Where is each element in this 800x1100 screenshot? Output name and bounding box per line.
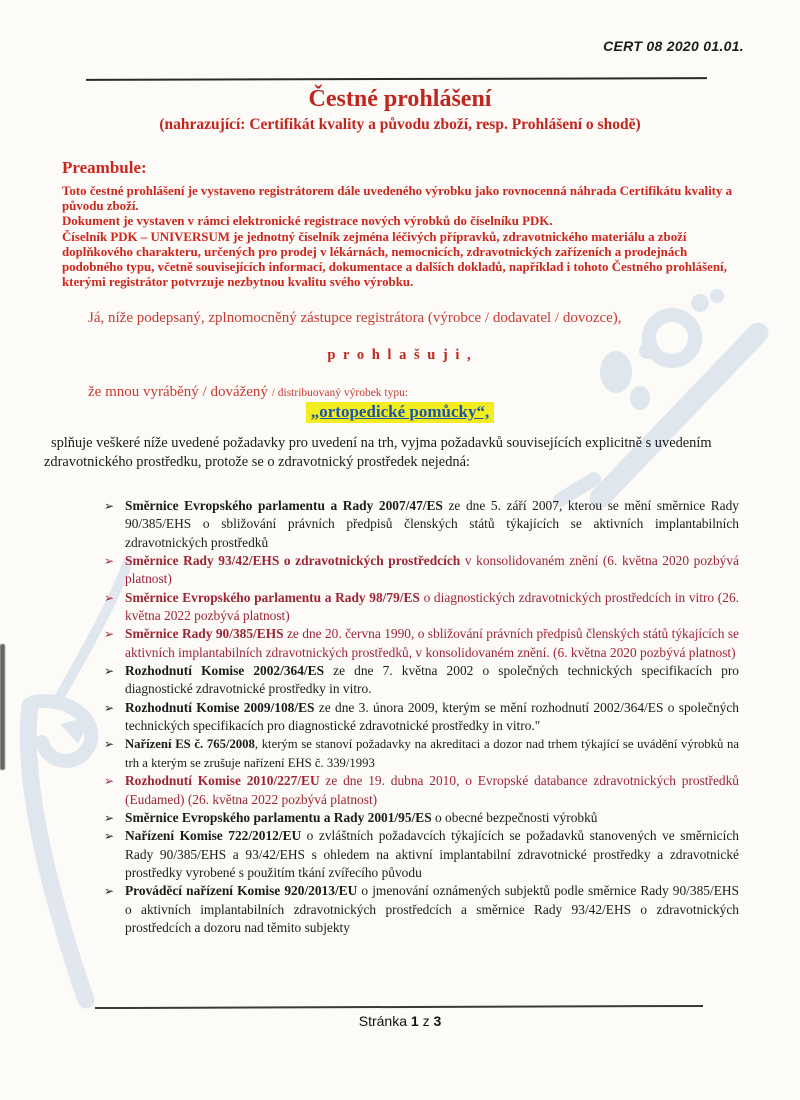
arrow-bullet-icon: ➢ xyxy=(104,774,115,789)
page-number xyxy=(0,1013,800,1029)
regulation-item xyxy=(104,699,739,736)
regulation-title: Rozhodnutí Komise 2002/364/ES xyxy=(125,663,325,679)
preamble-paragraph-2: Dokument je vystaven v rámci elektronické registrace nových výrobků do číselníku PDK. xyxy=(62,214,553,229)
regulation-title: Prováděcí nařízení Komise 920/2013/EU xyxy=(125,883,358,899)
regulation-description: ze dne 7. května 2002 o společných technických specifikacích pro diagnostické zdravotnické prostředky in vitro. xyxy=(125,663,739,697)
footer-rule xyxy=(95,1005,703,1009)
regulation-description: o diagnostických zdravotnických prostředcích in vitro (26. května 2022 pozbývá platnost) xyxy=(125,589,739,624)
regulation-description: o obecné bezpečnosti výrobků xyxy=(431,809,598,825)
declaration-intro: Já, níže podepsaný, zplnomocněný zástupce registrátora (výrobce / dodavatel / dovozce), xyxy=(88,310,622,326)
preamble-paragraph-1: Toto čestné prohlášení je vystaveno registrátorem dále uvedeného výrobku jako rovnocenná náhrada Certifikátu kvality a původu zboží. xyxy=(62,184,733,214)
regulation-item xyxy=(104,772,739,809)
product-type-line xyxy=(88,383,408,401)
regulation-title: Směrnice Evropského parlamentu a Rady 2001/95/ES xyxy=(125,809,432,825)
regulation-description: ze dne 5. září 2007, kterou se mění směrnice Rady 90/385/EHS o sbližování právních předpisů členských států týkajících se aktivních implantabilních zdravotnických prostředků xyxy=(125,498,739,550)
highlighted-product-name: „ortopedické pomůcky“, xyxy=(306,402,495,423)
regulation-description: v konsolidovaném znění (6. května 2020 pozbývá platnost) xyxy=(125,553,739,587)
product-lead-large: že mnou vyráběný / dovážený xyxy=(88,384,272,400)
document-subtitle: (nahrazující: Certifikát kvality a původu zboží, resp. Prohlášení o shodě) xyxy=(159,116,641,133)
regulation-title: Rozhodnutí Komise 2009/108/ES xyxy=(125,699,315,715)
regulation-item xyxy=(104,662,739,699)
document-title: Čestné prohlášení xyxy=(308,86,492,112)
arrow-bullet-icon: ➢ xyxy=(104,829,115,844)
regulation-description: , kterým se stanoví požadavky na akreditaci a dozor nad trhem týkající se uvádění výrobků na trh a kterým se zrušuje nařízení EHS č. 339/1993 xyxy=(125,737,739,770)
page-label-prefix: Stránka xyxy=(358,1013,407,1029)
regulation-title: Směrnice Evropského parlamentu a Rady 2007/47/ES xyxy=(125,498,443,513)
header-rule xyxy=(86,77,707,81)
regulations-list xyxy=(104,497,739,937)
regulation-description: o zvláštních požadavcích týkajících se požadavků stanovených ve směrnicích Rady 90/385/EHS a 93/42/EHS s ohledem na aktivní implantabilní zdravotnické prostředky a zdravotnické prostředky vyrobené s použitím tkání zvířecího původu xyxy=(125,828,739,880)
page-current: 1 xyxy=(410,1013,419,1029)
arrow-bullet-icon: ➢ xyxy=(104,590,115,605)
regulation-title: Rozhodnutí Komise 2010/227/EU xyxy=(125,773,320,789)
regulation-item xyxy=(104,497,739,552)
regulation-item xyxy=(104,827,739,882)
page-total: 3 xyxy=(433,1013,442,1029)
scan-edge-artifact xyxy=(0,644,5,770)
regulation-description: ze dne 20. června 1990, o sbližování právních předpisů členských států týkajících se aktivních implantabilních zdravotnických prostředků, v konsolidovaném znění. (6. května 2020 pozbývá platnost) xyxy=(125,626,739,660)
regulation-title: Směrnice Evropského parlamentu a Rady 98/79/ES xyxy=(125,589,420,605)
arrow-bullet-icon: ➢ xyxy=(104,664,115,679)
arrow-bullet-icon: ➢ xyxy=(104,554,115,569)
preamble-paragraph-3: Číselník PDK – UNIVERSUM je jednotný číselník zejména léčivých přípravků, zdravotnického materiálu a zboží doplňkového charakteru, určených pro prodej v lékárnách, nemocnicích, zdravotnických zařízeních a prodejnách podobného typu, včetně souvisejících informací, dokumentace a dalších dokladů, například i tohoto Čestného prohlášení, kterými registrátor potvrzuje nezbytnou kvalitu svého výrobku. xyxy=(62,229,727,290)
regulation-item xyxy=(104,809,739,827)
regulation-title: Nařízení ES č. 765/2008 xyxy=(125,737,255,752)
regulation-item xyxy=(104,552,739,589)
regulation-description: o jmenování oznámených subjektů podle směrnice Rady 90/385/EHS o aktivních implantabilních zdravotnických prostředcích a směrnice Rady 93/42/EHS o zdravotnických prostředcích a dozoru nad těmito subjekty xyxy=(125,883,739,935)
arrow-bullet-icon: ➢ xyxy=(104,884,115,899)
product-lead-small: / distribuovaný výrobek typu: xyxy=(271,387,409,399)
regulation-item xyxy=(104,625,739,662)
arrow-bullet-icon: ➢ xyxy=(104,737,115,752)
regulation-item xyxy=(104,882,739,937)
compliance-paragraph: splňuje veškeré níže uvedené požadavky pro uvedení na trh, vyjma požadavků souvisejících explicitně s uvedením zdravotnického prostředku, protože se o zdravotnický prostředek nejedná: xyxy=(44,435,712,470)
preamble-heading: Preambule: xyxy=(62,158,147,177)
regulation-item xyxy=(104,735,739,772)
regulation-title: Směrnice Rady 93/42/EHS o zdravotnických prostředcích xyxy=(125,553,461,569)
page-separator: z xyxy=(422,1013,430,1029)
regulation-title: Nařízení Komise 722/2012/EU xyxy=(125,828,302,844)
regulation-title: Směrnice Rady 90/385/EHS xyxy=(125,626,284,642)
declaration-verb: p r o h l a š u j i , xyxy=(327,347,473,363)
arrow-bullet-icon: ➢ xyxy=(104,810,115,825)
regulation-item xyxy=(104,589,739,626)
regulation-description: ze dne 3. února 2009, kterým se mění rozhodnutí 2002/364/ES o společných technických specifikacích pro diagnostické zdravotnické prostředky in vitro." xyxy=(125,699,739,734)
preamble-text xyxy=(62,184,742,290)
arrow-bullet-icon: ➢ xyxy=(104,700,115,715)
regulation-description: ze dne 19. dubna 2010, o Evropské databance zdravotnických prostředků (Eudamed) (26. května 2022 pozbývá platnost) xyxy=(125,773,739,807)
arrow-bullet-icon: ➢ xyxy=(104,627,115,642)
arrow-bullet-icon: ➢ xyxy=(104,499,115,513)
document-code: CERT 08 2020 01.01. xyxy=(603,38,744,54)
